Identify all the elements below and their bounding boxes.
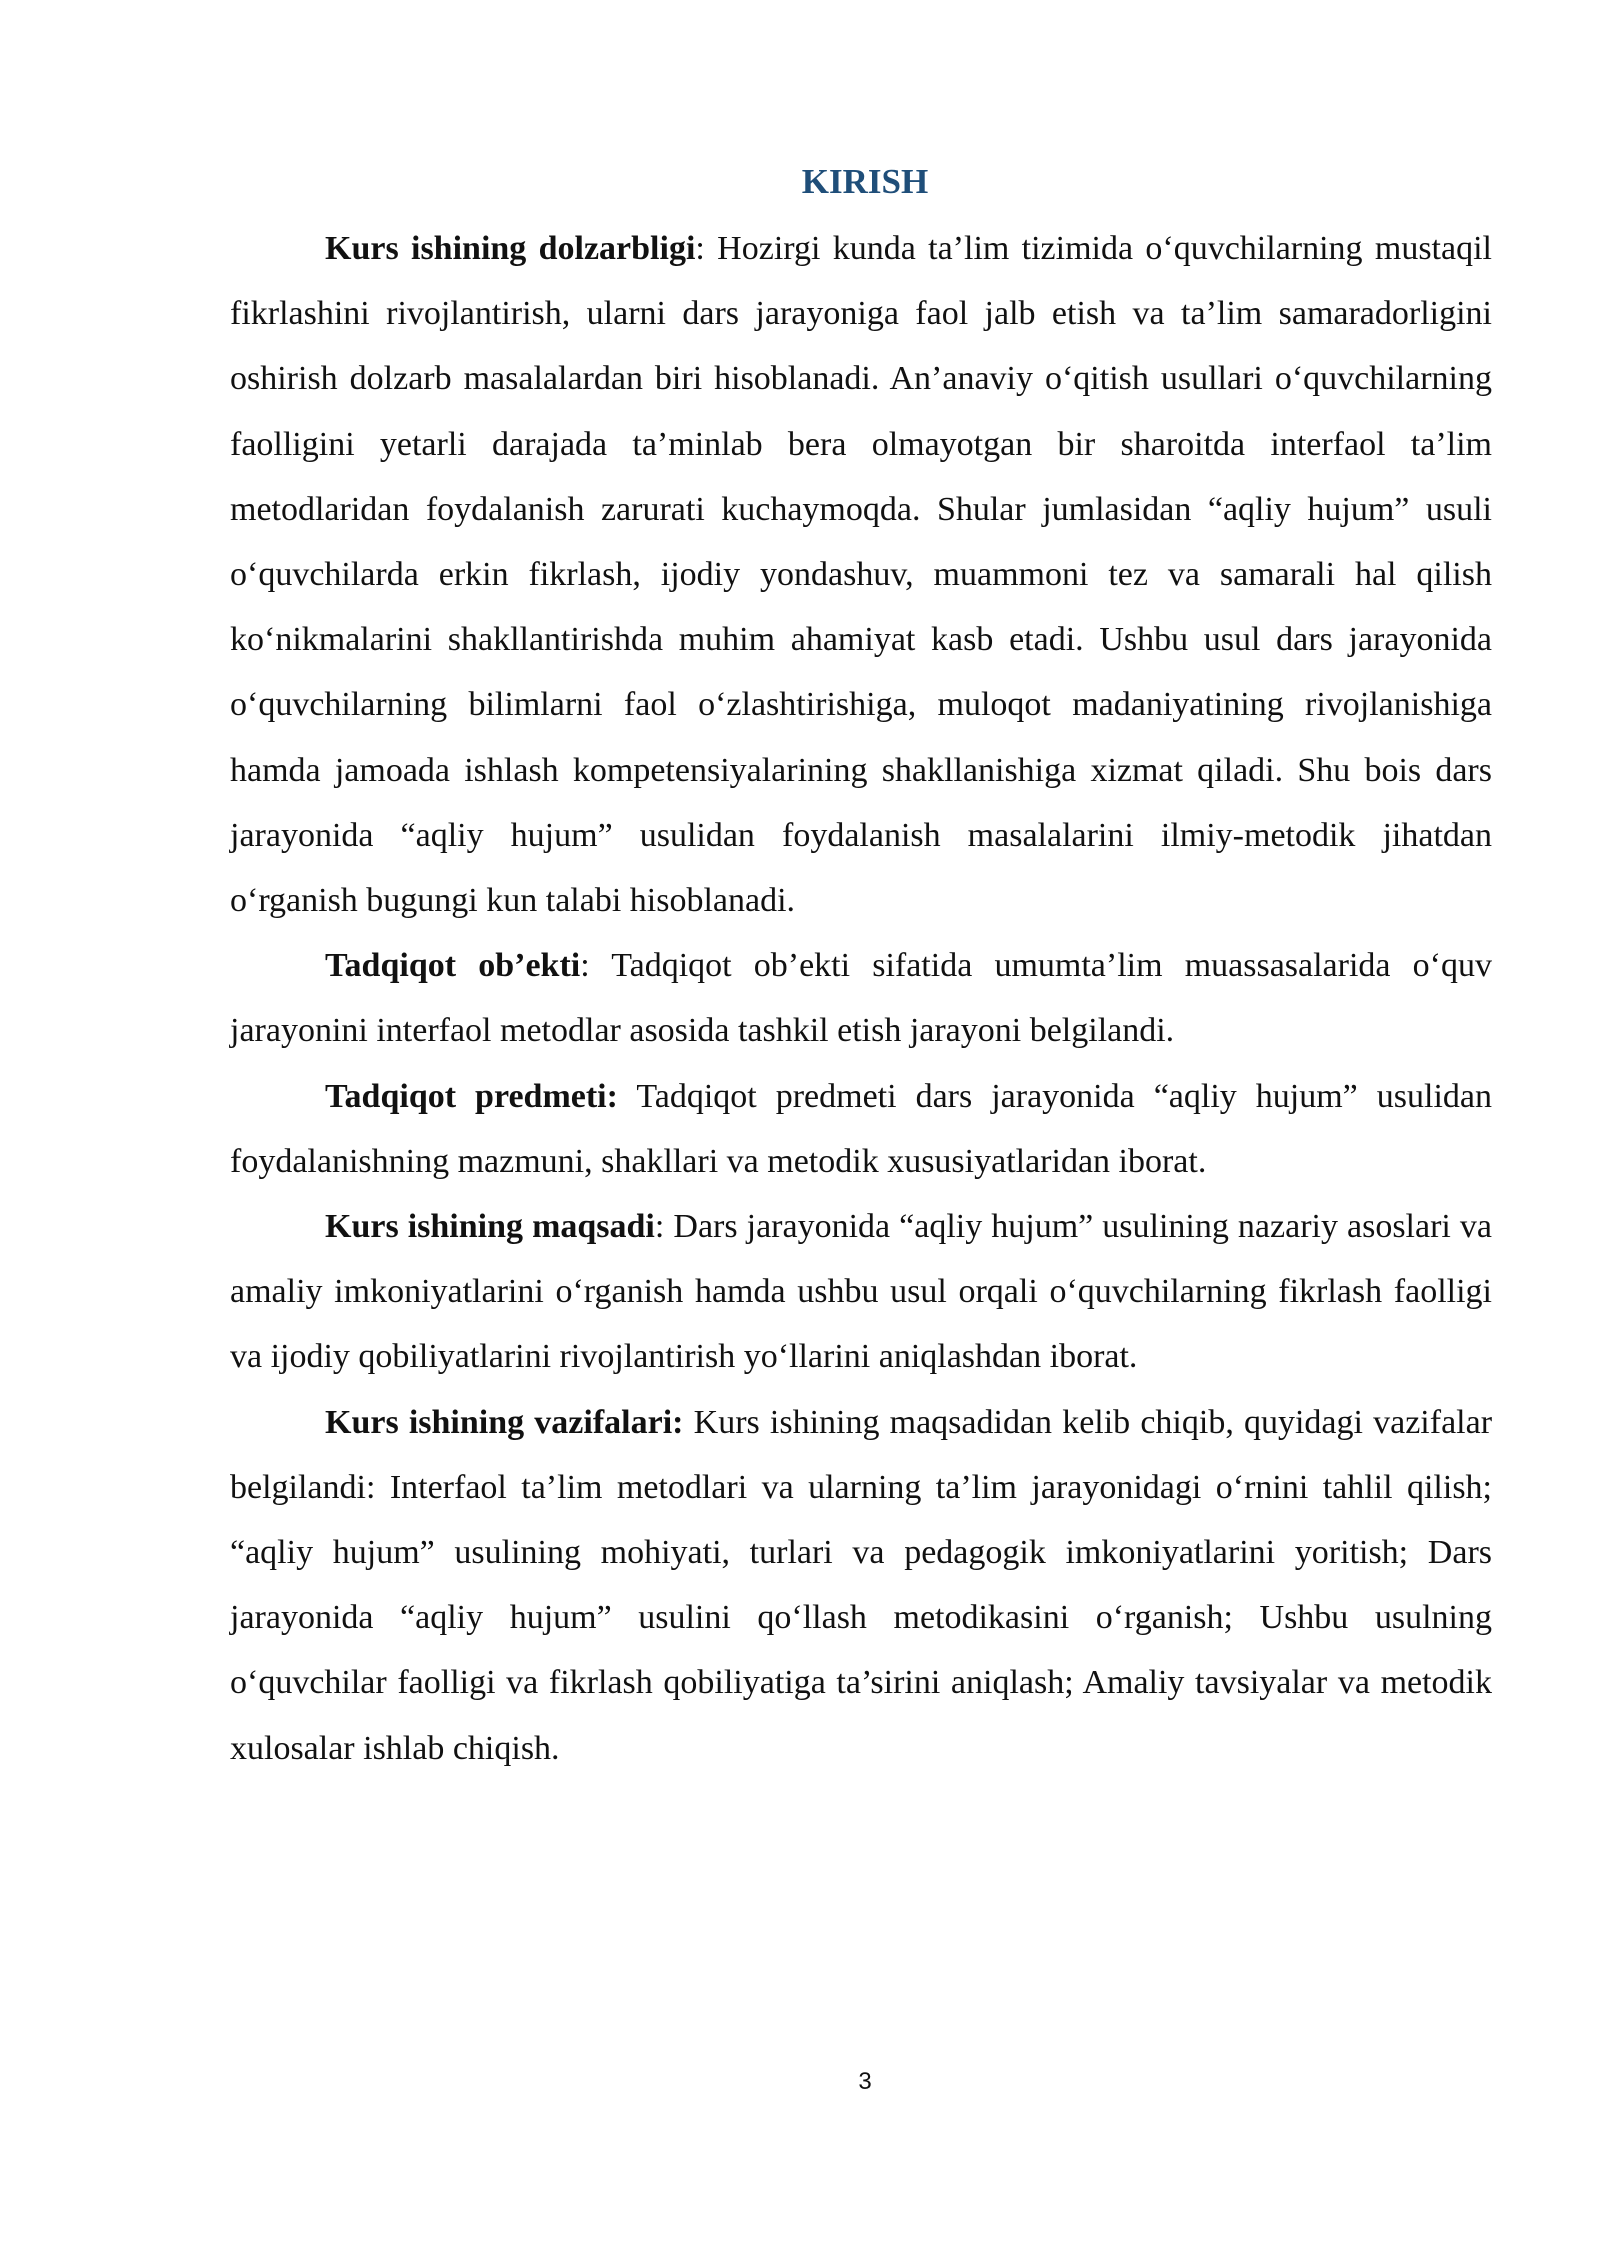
term-separator (683, 1404, 693, 1441)
document-body (230, 216, 1492, 1781)
paragraph-term: Kurs ishining maqsadi (325, 1208, 655, 1246)
paragraph-term: Kurs ishining dolzarbligi (325, 230, 696, 267)
paragraph-term: Tadqiqot predmeti: (325, 1077, 618, 1115)
paragraph-research-subject (230, 1064, 1492, 1194)
paragraph-text: Tadqiqot ob’ekti sifatida umumta’lim muassasalarida o‘quv jarayonini interfaol metodlar asosida tashkil etish jarayoni belgilandi. (230, 947, 1492, 1050)
paragraph-tasks (230, 1390, 1492, 1781)
term-separator: : (580, 947, 612, 985)
page-number: 3 (858, 2068, 872, 2095)
paragraph-text: Dars jarayonida “aqliy hujum” usulining nazariy asoslari va amaliy imkoniyatlarini o‘rganish hamda ushbu usul orqali o‘quvchilarning fikrlash faolligi va ijodiy qobiliyatlarini rivojlantirish yo‘llarini aniqlashdan iborat. (230, 1208, 1493, 1376)
paragraph-text: Hozirgi kunda ta’lim tizimida o‘quvchilarning mustaqil fikrlashini rivojlantirish, ularni dars jarayoniga faol jalb etish va ta’lim samaradorligini oshirish dolzarb masalalardan biri hisoblanadi. An’anaviy o‘qitish usullari o‘quvchilarning faolligini yetarli darajada ta’minlab bera olmayotgan bir sharoitda interfaol ta’lim metodlaridan foydalanish zarurati kuchaymoqda. Shular jumlasidan “aqliy hujum” usuli o‘quvchilarda erkin fikrlash, ijodiy yondashuv, muammoni tez va samarali hal qilish ko‘nikmalarini shakllantirishda muhim ahamiyat kasb etadi. Ushbu usul dars jarayonida o‘quvchilarning bilimlarni faol o‘zlashtirishiga, muloqot madaniyatining rivojlanishiga hamda jamoada ishlash kompetensiyalarining shakllanishiga xizmat qiladi. Shu bois dars jarayonida “aqliy hujum” usulidan foydalanish masalalarini ilmiy-metodik jihatdan o‘rganish bugungi kun talabi hisoblanadi. (230, 230, 1492, 920)
paragraph-research-object (230, 933, 1492, 1063)
paragraph-text: Kurs ishining maqsadidan kelib chiqib, quyidagi vazifalar belgilandi: Interfaol ta’lim metodlari va ularning ta’lim jarayonidagi o‘rnini tahlil qilish; “aqliy hujum” usulining mohiyati, turlari va pedagogik imkoniyatlarini yoritish; Dars jarayonida “aqliy hujum” usulini qo‘llash metodikasini o‘rganish; Ushbu usulning o‘quvchilar faolligi va fikrlash qobiliyatiga ta’sirini aniqlash; Amaliy tavsiyalar va metodik xulosalar ishlab chiqish. (230, 1403, 1493, 1767)
paragraph-term: Tadqiqot ob’ekti (325, 947, 581, 985)
page-heading: KIRISH (801, 162, 929, 201)
term-separator: : (654, 1208, 674, 1246)
paragraph-relevance (230, 216, 1492, 933)
paragraph-term: Kurs ishining vazifalari: (325, 1403, 684, 1441)
term-separator: : (695, 230, 718, 267)
paragraph-text: Tadqiqot predmeti dars jarayonida “aqliy hujum” usulidan foydalanishning mazmuni, shakllari va metodik xususiyatlaridan iborat. (230, 1077, 1492, 1180)
term-separator (618, 1078, 636, 1115)
paragraph-goal (230, 1194, 1492, 1390)
